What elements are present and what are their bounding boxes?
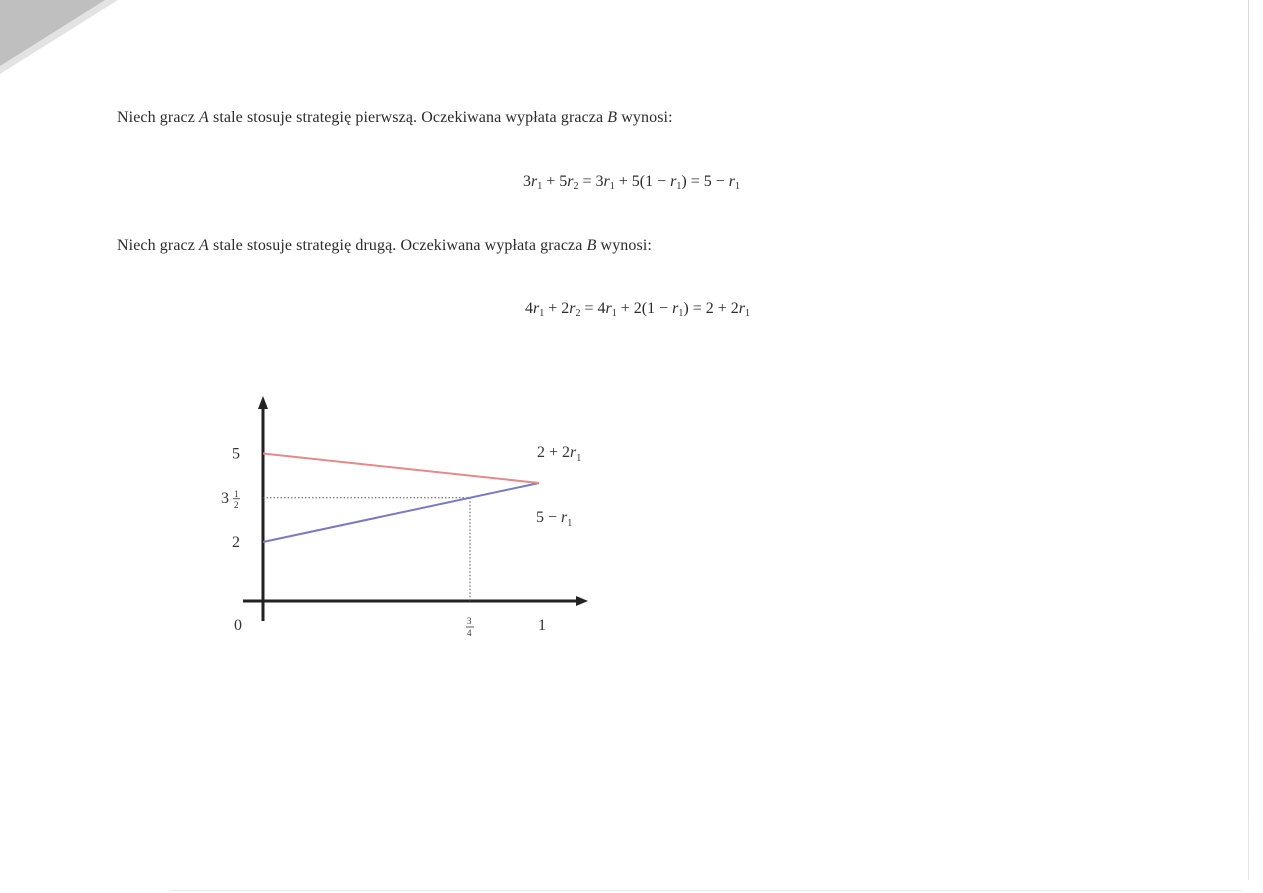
y-tick-label: 5 bbox=[232, 445, 240, 463]
x-tick-label: 1 bbox=[538, 617, 546, 634]
eq-term: + 2(1 − bbox=[616, 300, 673, 317]
eq-term: + 5(1 − bbox=[614, 173, 671, 190]
text-segment: wynosi: bbox=[617, 109, 673, 126]
series-line-two-plus-two-r bbox=[263, 483, 539, 542]
eq-term: + 2 bbox=[544, 300, 570, 317]
y-tick-label-whole: 3 bbox=[221, 489, 229, 507]
player-b-symbol: B bbox=[586, 237, 597, 254]
text-segment: Niech gracz bbox=[117, 109, 200, 126]
text-segment: wynosi: bbox=[596, 237, 652, 254]
series-line-five-minus-r bbox=[263, 454, 539, 484]
player-a-symbol: A bbox=[199, 237, 209, 254]
eq-term: 4 bbox=[525, 300, 534, 317]
eq-variable: r bbox=[738, 300, 745, 317]
eq-variable: r bbox=[670, 173, 677, 190]
eq-term: = 3 bbox=[578, 173, 604, 190]
eq-variable: r bbox=[567, 173, 574, 190]
eq-variable: r bbox=[569, 300, 576, 317]
eq-variable: r bbox=[672, 300, 679, 317]
eq-term: ) = 2 + 2 bbox=[683, 300, 739, 317]
eq-subscript: 1 bbox=[539, 308, 545, 319]
eq-term: + 5 bbox=[542, 173, 568, 190]
y-axis-arrow-icon bbox=[258, 396, 268, 409]
x-tick-label-denominator: 4 bbox=[467, 628, 472, 638]
y-tick-label-denominator: 2 bbox=[234, 499, 239, 510]
eq-term: = 4 bbox=[580, 300, 606, 317]
y-tick-label-numerator: 1 bbox=[234, 488, 239, 499]
eq-subscript: 1 bbox=[676, 181, 682, 192]
eq-variable: r bbox=[728, 173, 735, 190]
eq-subscript: 1 bbox=[609, 181, 615, 192]
x-tick-label: 0 bbox=[234, 617, 242, 634]
eq-subscript: 1 bbox=[537, 181, 543, 192]
text-segment: stale stosuje strategię pierwszą. Oczekiwana wypłata gracza bbox=[208, 109, 608, 126]
eq-subscript: 1 bbox=[735, 181, 740, 192]
text-segment: Niech gracz bbox=[117, 237, 200, 254]
eq-variable: r bbox=[603, 173, 610, 190]
player-b-symbol: B bbox=[607, 109, 618, 126]
eq-subscript: 2 bbox=[575, 308, 581, 319]
eq-variable: r bbox=[605, 300, 612, 317]
eq-subscript: 2 bbox=[573, 181, 579, 192]
series-label: $5 - r_1$ bbox=[536, 509, 573, 529]
text-segment: stale stosuje strategię drugą. Oczekiwana wypłata gracza bbox=[208, 237, 587, 254]
player-a-symbol: A bbox=[199, 109, 209, 126]
eq-subscript: 1 bbox=[611, 308, 617, 319]
eq-variable: r bbox=[531, 173, 538, 190]
x-tick-label-numerator: 3 bbox=[467, 616, 472, 626]
eq-term: ) = 5 − bbox=[681, 173, 729, 190]
eq-subscript: 1 bbox=[745, 308, 750, 319]
eq-subscript: 1 bbox=[678, 308, 684, 319]
y-tick-label: 2 bbox=[232, 534, 240, 551]
eq-term: 3 bbox=[523, 173, 532, 190]
series-label: $2 + 2r_1$ bbox=[537, 444, 582, 464]
x-axis-arrow-icon bbox=[576, 596, 588, 606]
eq-variable: r bbox=[533, 300, 540, 317]
